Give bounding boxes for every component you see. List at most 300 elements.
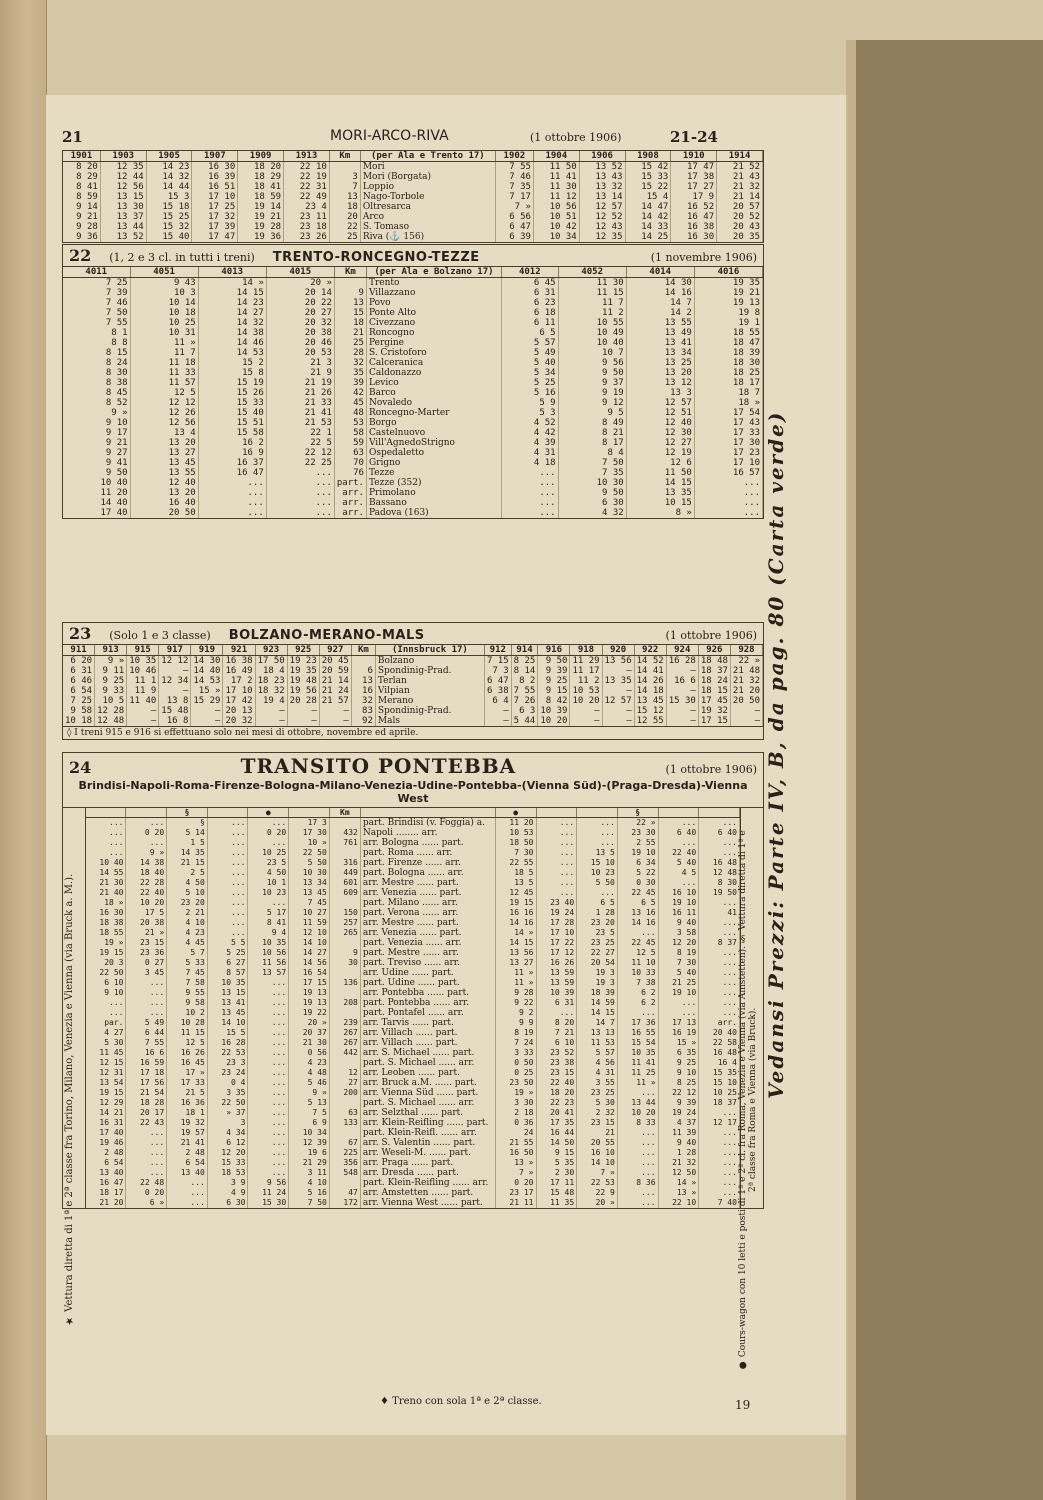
train-symbol-header: [86, 808, 126, 818]
time-cell: 10 46: [127, 666, 159, 676]
time-cell: 4 56: [577, 1058, 618, 1068]
time-cell: 11 7: [130, 348, 198, 358]
time-cell: 12 48: [699, 868, 740, 878]
time-cell: 15 48: [159, 706, 191, 716]
time-cell: ...: [86, 848, 126, 858]
time-cell: 10 35: [617, 1048, 658, 1058]
time-cell: 4 10: [167, 918, 208, 928]
table-row: [63, 288, 763, 298]
station-name: part. S. Michael ...... arr.: [360, 1058, 495, 1068]
time-cell: 16 54: [289, 968, 330, 978]
time-cell: 16 28: [207, 1038, 248, 1048]
time-cell: ...: [501, 498, 558, 508]
station-name: part. Treviso ...... arr.: [360, 958, 495, 968]
time-cell: 9 55: [167, 988, 208, 998]
time-cell: ...: [694, 478, 762, 488]
time-cell: 20 13: [223, 706, 255, 716]
time-cell: 20 59: [319, 666, 351, 676]
table-row: [86, 1018, 740, 1028]
time-cell: 19 14: [238, 202, 284, 212]
time-cell: 11 25: [617, 1068, 658, 1078]
time-cell: 9 22: [495, 998, 536, 1008]
time-cell: ...: [198, 488, 266, 498]
time-cell: 10 56: [248, 948, 289, 958]
time-cell: 12 10: [289, 928, 330, 938]
station-name: Napoli ........ arr.: [360, 828, 495, 838]
time-cell: 6 4: [484, 696, 511, 706]
time-cell: 16 44: [536, 1128, 577, 1138]
table-24: [62, 752, 764, 1209]
time-cell: 21 48: [730, 666, 762, 676]
train-number-header: 1905: [146, 151, 192, 162]
time-cell: 17 2: [223, 676, 255, 686]
table-row: [63, 468, 763, 478]
time-cell: ...: [536, 828, 577, 838]
time-cell: 4 5: [658, 868, 699, 878]
table-row: [86, 908, 740, 918]
time-cell: 9 37: [558, 378, 626, 388]
time-cell: 7 39: [63, 288, 130, 298]
time-cell: ...: [207, 868, 248, 878]
time-cell: 10 42: [533, 222, 579, 232]
km-cell: 67: [329, 1138, 360, 1148]
station-name: Povo: [366, 298, 501, 308]
time-cell: 10 53: [495, 828, 536, 838]
time-cell: 9 21: [63, 212, 100, 222]
time-cell: 12 12: [159, 656, 191, 667]
time-cell: 19 35: [694, 278, 762, 289]
table-row: [63, 278, 763, 289]
time-cell: ...: [617, 1138, 658, 1148]
time-cell: ...: [699, 1138, 740, 1148]
time-cell: 3 30: [495, 1098, 536, 1108]
time-cell: 2 30: [536, 1168, 577, 1178]
time-cell: 9 40: [658, 918, 699, 928]
time-cell: 23 30: [617, 828, 658, 838]
time-cell: 20 38: [126, 918, 167, 928]
station-name: arr. Udine ...... part.: [360, 968, 495, 978]
time-cell: —: [730, 716, 762, 726]
time-cell: 10 »: [289, 838, 330, 848]
time-cell: 6 9: [289, 1118, 330, 1128]
time-cell: 13 25: [626, 358, 694, 368]
km-cell: 257: [329, 918, 360, 928]
time-cell: 18 »: [86, 898, 126, 908]
time-cell: 9 28: [495, 988, 536, 998]
time-cell: 15 30: [666, 696, 698, 706]
time-cell: 8 29: [63, 172, 100, 182]
time-cell: 19 10: [658, 898, 699, 908]
time-cell: 11 »: [130, 338, 198, 348]
time-cell: ...: [248, 1008, 289, 1018]
time-cell: ...: [248, 1058, 289, 1068]
km-cell: 12: [329, 1068, 360, 1078]
time-cell: 13 5: [577, 848, 618, 858]
time-cell: 9 10: [86, 988, 126, 998]
time-cell: 19 15: [495, 898, 536, 908]
time-cell: 10 55: [558, 318, 626, 328]
train-symbol-header: [658, 808, 699, 818]
time-cell: 23 26: [284, 232, 330, 242]
time-cell: 13 32: [579, 182, 625, 192]
time-cell: 21 19: [266, 378, 334, 388]
time-cell: 9 25: [658, 1058, 699, 1068]
time-cell: 18 20: [238, 162, 284, 173]
time-cell: 21 33: [266, 398, 334, 408]
time-cell: 7 30: [495, 848, 536, 858]
km-cell: part.: [334, 478, 366, 488]
time-cell: —: [319, 706, 351, 716]
time-cell: 5 3: [501, 408, 558, 418]
km-cell: 27: [329, 1078, 360, 1088]
time-cell: 18 28: [126, 1098, 167, 1108]
time-cell: 17 10: [223, 686, 255, 696]
station-name: S. Tomaso: [360, 222, 495, 232]
time-cell: 16 11: [658, 908, 699, 918]
time-cell: 16 8: [159, 716, 191, 726]
station-name: Bolzano: [375, 656, 484, 667]
time-cell: 9 »: [126, 848, 167, 858]
time-cell: ...: [577, 818, 618, 829]
time-cell: 19 24: [658, 1108, 699, 1118]
time-cell: 22 45: [617, 938, 658, 948]
time-cell: 23 15: [577, 1118, 618, 1128]
time-cell: 3 33: [495, 1048, 536, 1058]
time-cell: 3 9: [207, 1178, 248, 1188]
time-cell: ...: [536, 838, 577, 848]
time-cell: ...: [658, 878, 699, 888]
time-cell: ...: [577, 838, 618, 848]
time-cell: 19 1: [694, 318, 762, 328]
time-cell: 12 5: [617, 948, 658, 958]
time-cell: 14 41: [634, 666, 666, 676]
time-cell: 11 24: [248, 1188, 289, 1198]
table-row: [86, 848, 740, 858]
time-cell: 4 31: [501, 448, 558, 458]
time-cell: ...: [617, 1198, 658, 1208]
train-number-header: 926: [698, 645, 730, 656]
km-cell: 432: [329, 828, 360, 838]
station-name: arr. Villach ...... part.: [360, 1038, 495, 1048]
time-cell: ...: [248, 1078, 289, 1088]
time-cell: 7 50: [63, 308, 130, 318]
time-cell: 17 32: [192, 212, 238, 222]
time-cell: 10 20: [570, 696, 602, 706]
page-date: (1 ottobre 1906): [530, 131, 622, 144]
time-cell: 5 25: [501, 378, 558, 388]
time-cell: 10 56: [533, 202, 579, 212]
time-cell: par.: [86, 1018, 126, 1028]
time-cell: 9 50: [63, 468, 130, 478]
time-cell: 4 34: [207, 1128, 248, 1138]
km-cell: 136: [329, 978, 360, 988]
time-cell: 14 44: [146, 182, 192, 192]
time-cell: 21 5: [167, 1088, 208, 1098]
time-cell: 17 28: [536, 918, 577, 928]
table-row: [86, 898, 740, 908]
time-cell: ...: [248, 1158, 289, 1168]
time-cell: 19 10: [658, 988, 699, 998]
time-cell: 21 41: [167, 1138, 208, 1148]
time-cell: ...: [86, 818, 126, 829]
time-cell: 6 10: [86, 978, 126, 988]
km-cell: 761: [329, 838, 360, 848]
time-cell: 8 8: [63, 338, 130, 348]
time-cell: 20 57: [717, 202, 763, 212]
km-cell: 3: [329, 172, 360, 182]
km-cell: 7: [329, 182, 360, 192]
time-cell: 23 5: [248, 858, 289, 868]
time-cell: 11 41: [533, 172, 579, 182]
time-cell: 11 9: [127, 686, 159, 696]
time-cell: ...: [617, 1128, 658, 1138]
time-cell: 23 36: [126, 948, 167, 958]
time-cell: 11 »: [495, 968, 536, 978]
table-row: [86, 1148, 740, 1158]
time-cell: 15 8: [198, 368, 266, 378]
time-cell: 10 51: [533, 212, 579, 222]
time-cell: 8 41: [63, 182, 100, 192]
time-cell: —: [602, 686, 634, 696]
time-cell: 19 28: [238, 222, 284, 232]
station-name: arr. Villach ...... part.: [360, 1028, 495, 1038]
table-row: [86, 858, 740, 868]
station-name: part. Verona ...... arr.: [360, 908, 495, 918]
time-cell: 16 52: [671, 202, 717, 212]
station-name: arr. Dresda ...... part.: [360, 1168, 495, 1178]
time-cell: 20 3: [86, 958, 126, 968]
timetable-24: [86, 808, 740, 1208]
time-cell: ...: [699, 998, 740, 1008]
time-cell: 23 15: [536, 1068, 577, 1078]
time-cell: 9 41: [63, 458, 130, 468]
time-cell: ...: [248, 1068, 289, 1078]
station-name: Arco: [360, 212, 495, 222]
train-number-header: 911: [63, 645, 95, 656]
time-cell: 8 20: [536, 1018, 577, 1028]
table-row: [86, 1178, 740, 1188]
time-cell: 7 3: [484, 666, 511, 676]
time-cell: 5 16: [501, 388, 558, 398]
time-cell: 17 25: [192, 202, 238, 212]
station-name: Vilpian: [375, 686, 484, 696]
time-cell: 20 35: [717, 232, 763, 242]
section-title: BOLZANO-MERANO-MALS: [228, 628, 425, 643]
time-cell: 10 3: [130, 288, 198, 298]
time-cell: 16 48: [699, 1048, 740, 1058]
time-cell: 20 22: [266, 298, 334, 308]
time-cell: 9 12: [558, 398, 626, 408]
station-name: Mals: [375, 716, 484, 726]
time-cell: 7 25: [63, 696, 95, 706]
time-cell: 11 »: [617, 1078, 658, 1088]
time-cell: 17 43: [694, 418, 762, 428]
time-cell: ...: [536, 868, 577, 878]
time-cell: 22 5: [266, 438, 334, 448]
km-cell: 48: [334, 408, 366, 418]
time-cell: 14 27: [289, 948, 330, 958]
km-cell: [329, 818, 360, 829]
time-cell: 14 38: [126, 858, 167, 868]
time-cell: 9 »: [63, 408, 130, 418]
train-number-header: 919: [191, 645, 223, 656]
time-cell: 10 53: [570, 686, 602, 696]
time-cell: 18 40: [126, 868, 167, 878]
time-cell: —: [602, 716, 634, 726]
time-cell: 12 15: [86, 1058, 126, 1068]
section-header-22: [63, 245, 763, 267]
station-name: part. Klein-Reifling ...... arr.: [360, 1178, 495, 1188]
station-name: Riva (⚓ 156): [360, 232, 495, 242]
time-cell: 14 2: [626, 308, 694, 318]
km-cell: 15: [334, 308, 366, 318]
time-cell: 11 20: [495, 818, 536, 829]
time-cell: 9 58: [63, 706, 95, 716]
time-cell: ...: [207, 898, 248, 908]
time-cell: 18 20: [536, 1088, 577, 1098]
time-cell: ...: [126, 1138, 167, 1148]
time-cell: 8 33: [617, 1118, 658, 1128]
km-cell: 225: [329, 1148, 360, 1158]
time-cell: 17 54: [694, 408, 762, 418]
time-cell: 5 9: [501, 398, 558, 408]
station-name: Nago-Torbole: [360, 192, 495, 202]
time-cell: 7 50: [289, 1198, 330, 1208]
time-cell: 16 38: [671, 222, 717, 232]
time-cell: 20 54: [577, 958, 618, 968]
station-name: part. Milano ...... arr.: [360, 898, 495, 908]
time-cell: 22 »: [617, 818, 658, 829]
time-cell: 2 32: [577, 1108, 618, 1118]
time-cell: 12 55: [634, 716, 666, 726]
time-cell: 18 5: [495, 868, 536, 878]
time-cell: 20 32: [266, 318, 334, 328]
time-cell: 23 4: [284, 202, 330, 212]
km-cell: 200: [329, 1088, 360, 1098]
time-cell: 8 36: [617, 1178, 658, 1188]
time-cell: 11 50: [533, 162, 579, 173]
time-cell: 6 54: [167, 1158, 208, 1168]
time-cell: 7 »: [495, 1168, 536, 1178]
km-cell: 25: [334, 338, 366, 348]
table-row: [63, 666, 763, 676]
station-name: Vill'AgnedoStrigno: [366, 438, 501, 448]
time-cell: 15 40: [198, 408, 266, 418]
time-cell: 10 18: [63, 716, 95, 726]
time-cell: 15 10: [699, 1078, 740, 1088]
time-cell: 17 40: [86, 1128, 126, 1138]
train-number-header: 4013: [198, 267, 266, 278]
time-cell: ...: [207, 818, 248, 829]
time-cell: 15 26: [198, 388, 266, 398]
table-row: [63, 318, 763, 328]
time-cell: —: [255, 716, 287, 726]
station-name: arr. Weseli-M. ...... part.: [360, 1148, 495, 1158]
time-cell: 23 25: [577, 938, 618, 948]
time-cell: 7 »: [495, 202, 533, 212]
table-row: [86, 1138, 740, 1148]
time-cell: 23 15: [126, 938, 167, 948]
time-cell: 5 10: [167, 888, 208, 898]
table-row: [86, 1158, 740, 1168]
time-cell: 21 20: [730, 686, 762, 696]
time-cell: 7 46: [63, 298, 130, 308]
time-cell: 13 16: [617, 908, 658, 918]
time-cell: 8 »: [626, 508, 694, 518]
time-cell: 0 25: [495, 1068, 536, 1078]
time-cell: 9 2: [495, 1008, 536, 1018]
time-cell: 0 4: [207, 1078, 248, 1088]
km-cell: 9: [334, 288, 366, 298]
page-number: 19: [735, 1398, 751, 1412]
train-number-header: 1914: [717, 151, 763, 162]
time-cell: 10 30: [558, 478, 626, 488]
section-subtitle: Brindisi-Napoli-Roma-Firenze-Bologna-Milano-Venezia-Udine-Pontebba-(Vienna Süd)-(Praga-Dresda)-Vienna West: [63, 779, 763, 808]
km-cell: [329, 968, 360, 978]
km-cell: 32: [351, 696, 375, 706]
time-cell: 14 15: [198, 288, 266, 298]
time-cell: 4 32: [558, 508, 626, 518]
time-cell: 13 15: [100, 192, 146, 202]
time-cell: 14 16: [495, 918, 536, 928]
time-cell: 18 23: [255, 676, 287, 686]
station-name: Caldonazzo: [366, 368, 501, 378]
time-cell: 17 5: [126, 908, 167, 918]
table-row: [86, 828, 740, 838]
time-cell: 11 50: [626, 468, 694, 478]
time-cell: 20 27: [266, 308, 334, 318]
time-cell: 4 10: [289, 1178, 330, 1188]
time-cell: 13 45: [289, 888, 330, 898]
time-cell: 21 20: [86, 1198, 126, 1208]
time-cell: 17 10: [694, 458, 762, 468]
km-cell: 150: [329, 908, 360, 918]
table-row: [86, 1118, 740, 1128]
km-cell: 356: [329, 1158, 360, 1168]
km-cell: 45: [334, 398, 366, 408]
time-cell: 4 27: [86, 1028, 126, 1038]
time-cell: ...: [536, 878, 577, 888]
time-cell: 16 47: [198, 468, 266, 478]
time-cell: 7 30: [658, 958, 699, 968]
section-title: TRENTO-RONCEGNO-TEZZE: [272, 250, 480, 265]
time-cell: 8 1: [63, 328, 130, 338]
time-cell: 14 53: [191, 676, 223, 686]
time-cell: 14 15: [626, 478, 694, 488]
km-cell: 9: [329, 948, 360, 958]
time-cell: 9 56: [248, 1178, 289, 1188]
time-cell: 6 34: [617, 858, 658, 868]
km-cell: 133: [329, 1118, 360, 1128]
time-cell: 22 58: [699, 1038, 740, 1048]
time-cell: ...: [699, 958, 740, 968]
time-cell: 15 51: [198, 418, 266, 428]
table-row: [86, 1108, 740, 1118]
time-cell: 17 3: [289, 818, 330, 829]
time-cell: ...: [248, 1048, 289, 1058]
time-cell: 6 27: [207, 958, 248, 968]
time-cell: 12 20: [658, 938, 699, 948]
time-cell: 12 39: [289, 1138, 330, 1148]
time-cell: 19 56: [287, 686, 319, 696]
table-row: [63, 162, 763, 173]
km-cell: 13: [334, 298, 366, 308]
station-name: Primolano: [366, 488, 501, 498]
time-cell: 11 10: [617, 958, 658, 968]
time-cell: 10 25: [130, 318, 198, 328]
section-note: (1, 2 e 3 cl. in tutti i treni): [109, 251, 255, 264]
time-cell: 16 45: [167, 1058, 208, 1068]
